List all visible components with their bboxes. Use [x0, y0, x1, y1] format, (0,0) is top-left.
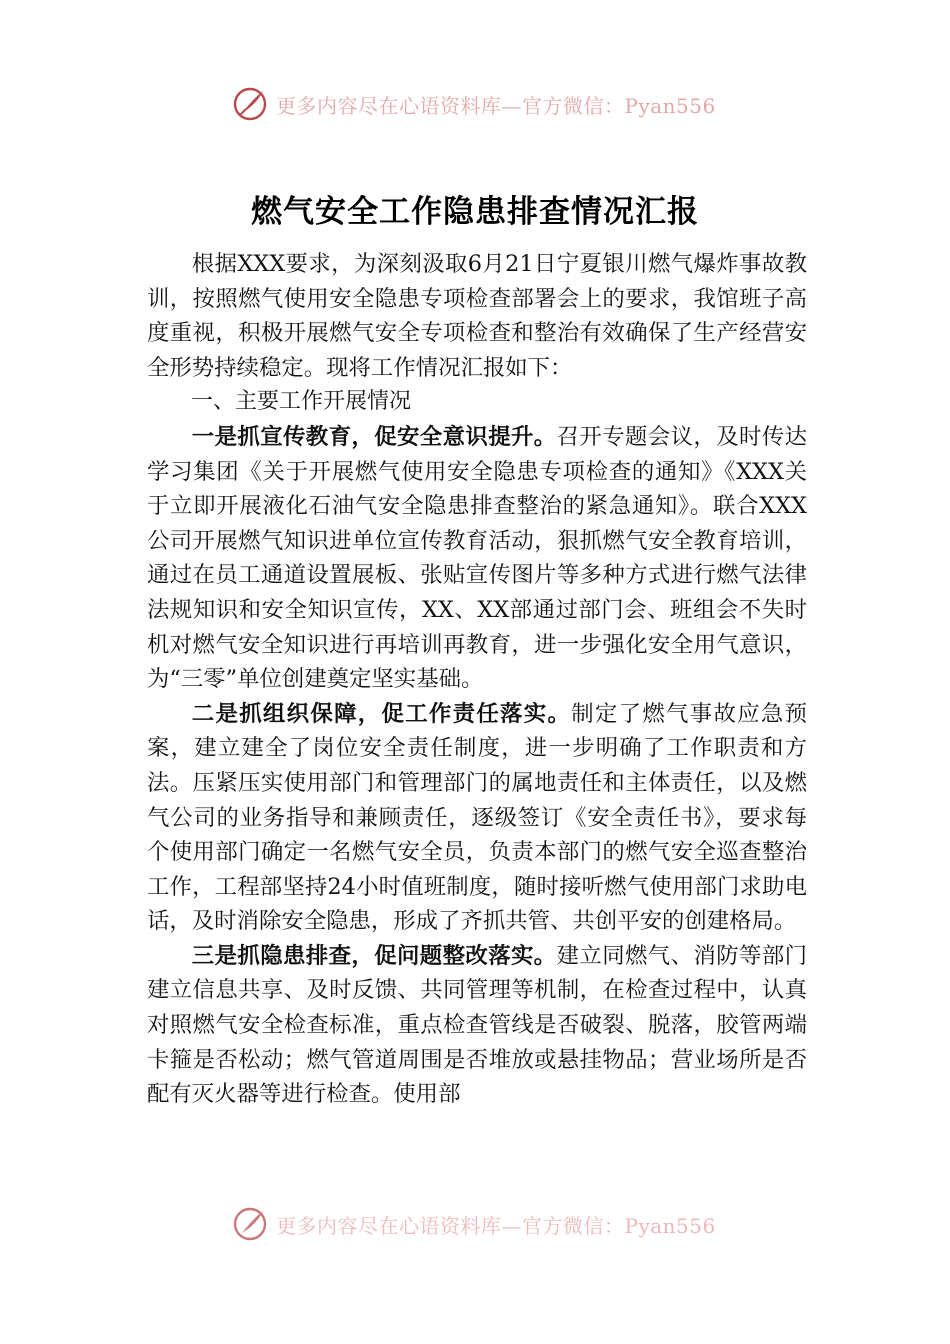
- quill-logo-icon: [232, 1206, 268, 1242]
- header-watermark-text: 更多内容尽在心语资料库—官方微信：Pyan556: [276, 93, 716, 118]
- header-watermark: [232, 84, 716, 124]
- section-heading: 一、主要工作开展情况: [191, 389, 412, 415]
- document-title: 燃气安全工作隐患排查情况汇报: [251, 194, 699, 230]
- paragraph-1-text: 召开专题会议，及时传达学习集团《关于开展燃气使用安全隐患专项检查的通知》《XXX关于立即开展液化石油气安全隐患排查整治的紧急通知》。联合XXX公司开展燃气知识进单位宣传教育活动，狠抓燃气安全教育培训，通过在员工通道设置展板、张贴宣传图片等多种方式进行燃气法律法规知识和安全知识宣传，XX、XX部通过部门会、班组会不失时机对燃气安全知识进行再培训再教育，进一步强化安全用气意识，为“三零”单位创建奠定坚实基础。: [147, 423, 808, 693]
- paragraph-1-lead: 一是抓宣传教育，促安全意识提升。: [191, 423, 557, 450]
- body-clip: [0, 247, 950, 1215]
- paragraph-3: [147, 939, 807, 1112]
- footer-watermark-text: 更多内容尽在心语资料库—官方微信：Pyan556: [276, 1213, 716, 1238]
- paragraph-3-text: 建立同燃气、消防等部门建立信息共享、及时反馈、共同管理等机制，在检查过程中，认真对照燃气安全检查标准，重点检查管线是否破裂、脱落，胶管两端卡箍是否松动；燃气管道周围是否堆放或悬挂物品；营业场所是否配有灭火器等进行检查。使用部: [147, 942, 808, 1108]
- paragraph-2: [147, 697, 807, 939]
- document-body: [147, 247, 807, 1112]
- paragraph-2-text: 制定了燃气事故应急预案，建立建全了岗位安全责任制度，进一步明确了工作职责和方法。压紧压实使用部门和管理部门的属地责任和主体责任，以及燃气公司的业务指导和兼顾责任，逐级签订《安全责任书》，要求每个使用部门确定一名燃气安全员，负责本部门的燃气安全巡查整治工作，工程部坚持24小时值班制度，随时接听燃气使用部门求助电话，及时消除安全隐患，形成了齐抓共管、共创平安的创建格局。: [147, 700, 808, 935]
- quill-logo-icon: [232, 86, 268, 122]
- paragraph-1: [147, 420, 807, 697]
- paragraph-2-lead: 二是抓组织保障，促工作责任落实。: [191, 700, 572, 727]
- footer-watermark: [232, 1206, 716, 1242]
- paragraph-3-lead: 三是抓隐患排查，促问题整改落实。: [191, 942, 557, 969]
- intro-paragraph: 根据XXX要求，为深刻汲取6月21日宁夏银川燃气爆炸事故教训，按照燃气使用安全隐患专项检查部署会上的要求，我馆班子高度重视，积极开展燃气安全专项检查和整治有效确保了生产经营安全形势持续稳定。现将工作情况汇报如下：: [147, 251, 807, 381]
